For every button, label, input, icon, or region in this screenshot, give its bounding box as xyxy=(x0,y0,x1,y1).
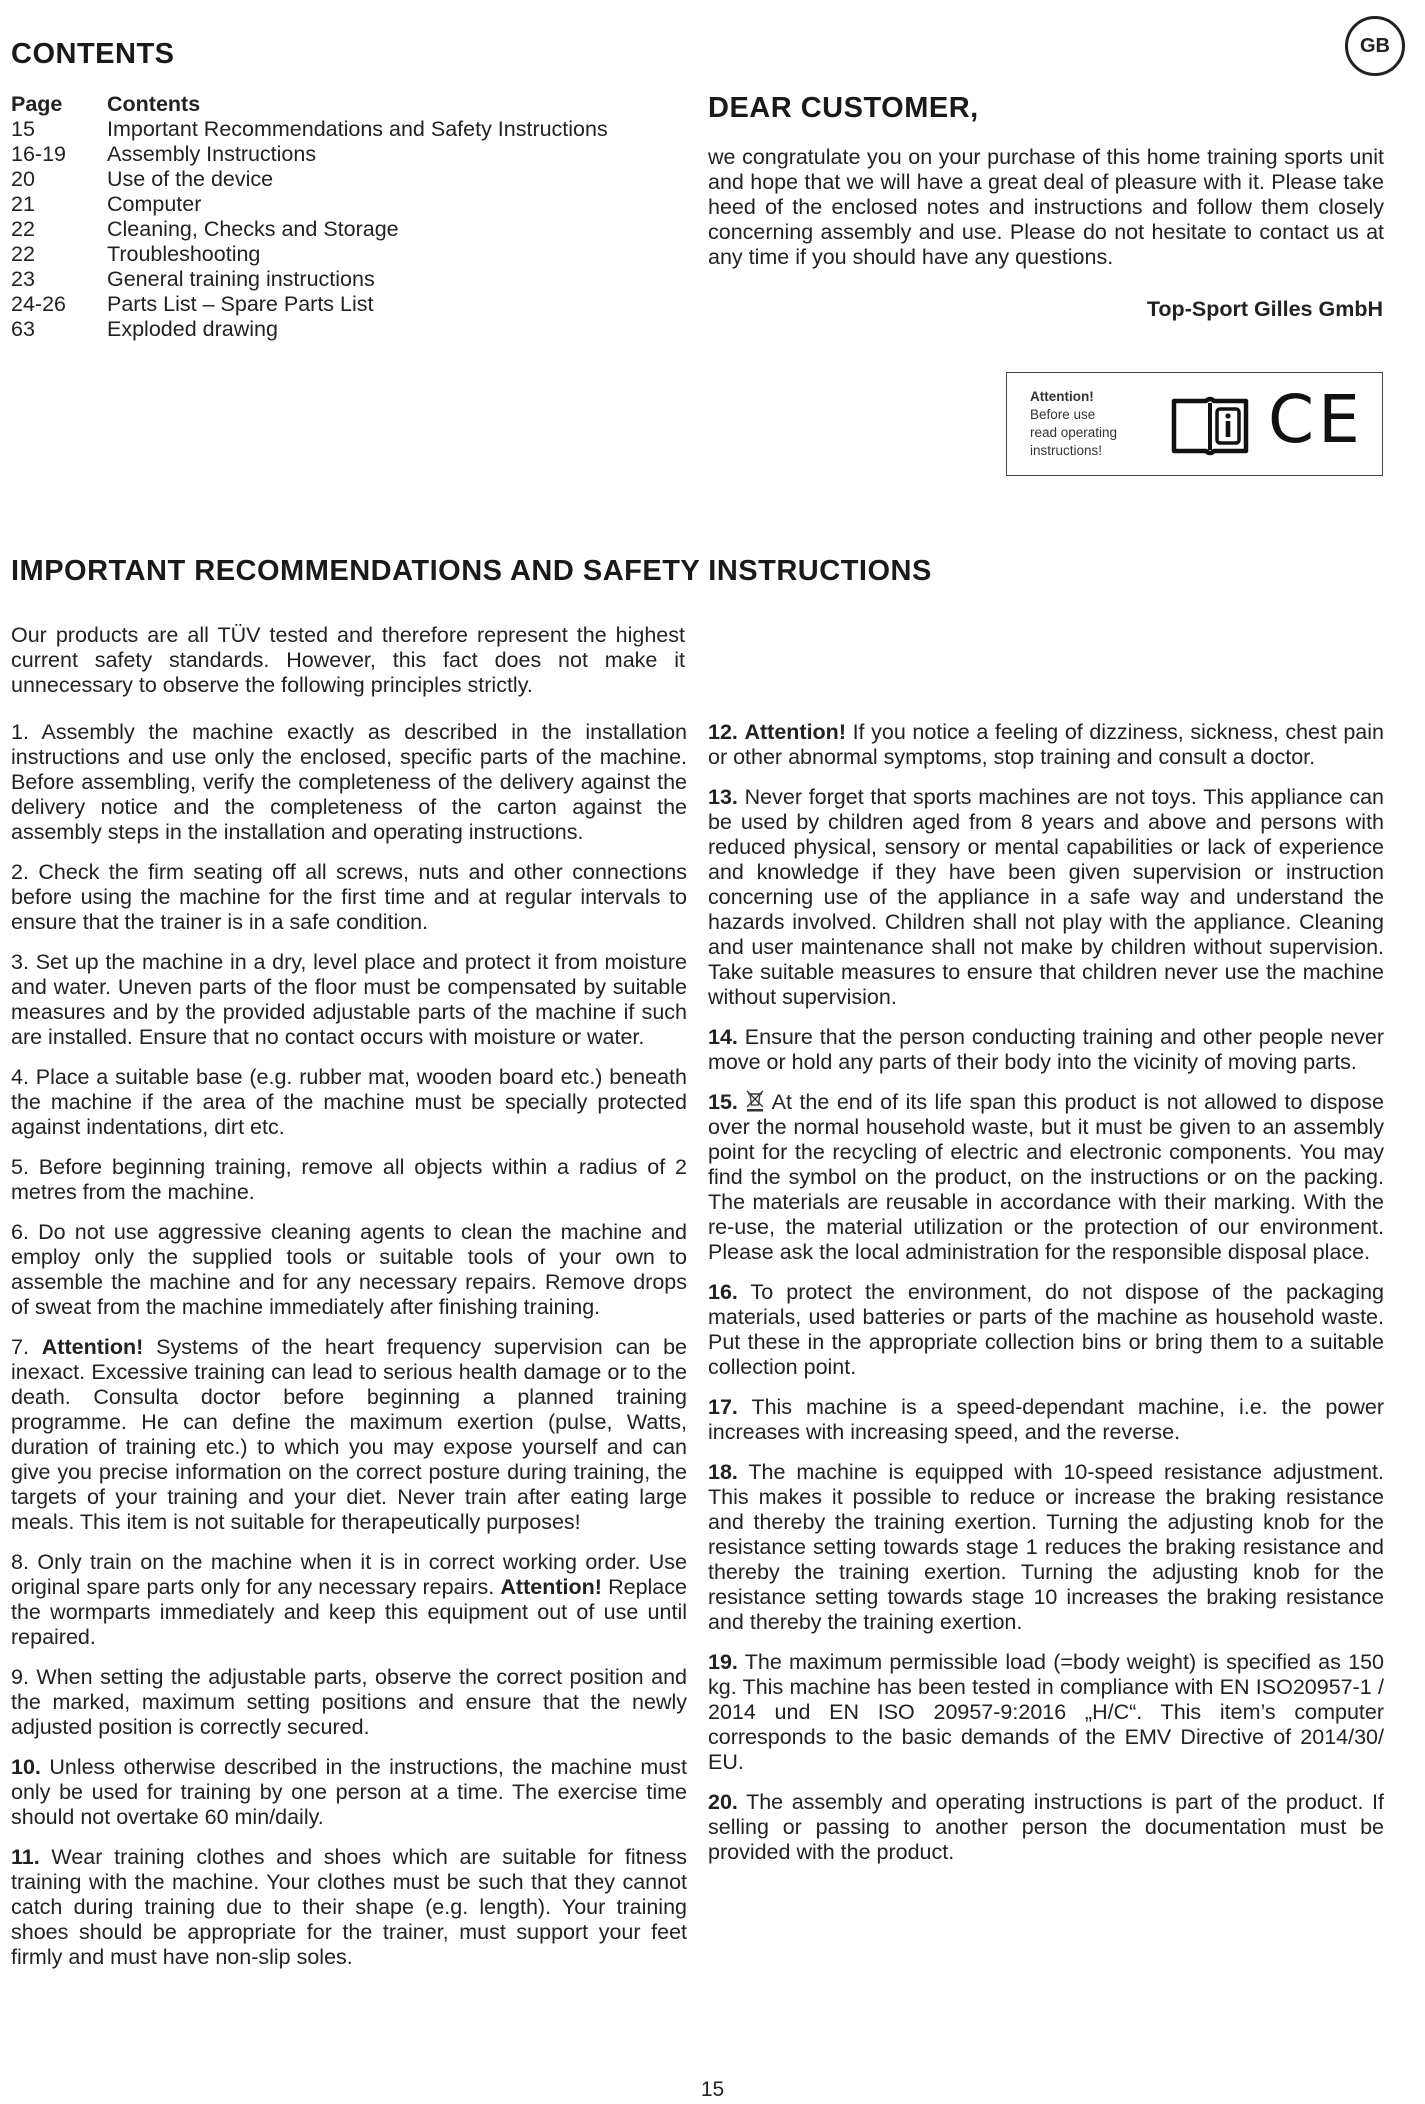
safety-item-1 xyxy=(11,720,687,845)
item-number: 14. xyxy=(708,1025,738,1049)
contents-text: Assembly Instructions xyxy=(107,142,317,166)
safety-item-16 xyxy=(708,1280,1384,1380)
contents-row xyxy=(11,292,608,317)
item-number: 13. xyxy=(708,785,738,809)
dear-customer-title: DEAR CUSTOMER, xyxy=(708,92,979,124)
item-number: 4. xyxy=(11,1065,29,1089)
item-text: Wear training clothes and shoes which are suitable for fitness training with the machine. Your clothes must be such that they cannot catch during training due to their shape (e.g. length). Your training shoes should be appropriate for the trainer, must support your feet firmly and must have non-slip soles. xyxy=(11,1845,687,1969)
attention-text xyxy=(1030,388,1117,460)
attention-label: Attention! xyxy=(500,1575,602,1599)
attention-label: Attention! xyxy=(41,1335,144,1359)
page-number: 15 xyxy=(700,2078,725,2101)
item-text: Check the firm seating off all screws, nuts and other connections before using the machine for the first time and at regular intervals to ensure that the trainer is in a safe condition. xyxy=(11,860,687,934)
item-text: Set up the machine in a dry, level place and protect it from moisture and water. Uneven parts of the floor must be compensated by suitable measures and by the provided adjustable parts of the machine if such are installed. Ensure that no contact occurs with moisture or water. xyxy=(11,950,687,1049)
safety-item-9 xyxy=(11,1665,687,1740)
item-text: If you notice a feeling of dizziness, sickness, chest pain or other abnormal symptoms, stop training and consult a doctor. xyxy=(708,720,1384,769)
attention-line-2: Before use xyxy=(1030,407,1096,422)
ce-mark: CE xyxy=(1268,381,1364,458)
item-text: At the end of its life span this product is not allowed to dispose over the normal household waste, but it must be given to an assembly point for the recycling of electric and electronic components. You may find the symbol on the product, on the instructions or on the packing. The materials are reusable in accordance with their marking. With the re-use, the material utilization or the protection of our environment. Please ask the local administration for the responsible disposal place. xyxy=(708,1090,1384,1264)
item-text: Assembly the machine exactly as described in the installation instructions and use only the enclosed, specific parts of the machine. Before assembling, verify the completeness of the delivery against the delivery notice and the completeness of the carton against the assembly steps in the installation and operating instructions. xyxy=(11,720,687,844)
contents-header-contents: Contents xyxy=(107,92,201,116)
safety-intro: Our products are all TÜV tested and therefore represent the highest current safety standards. However, this fact does not make it unnecessary to observe the following principles strictly. xyxy=(11,623,685,697)
contents-page: 63 xyxy=(11,317,35,341)
item-number: 18. xyxy=(708,1460,738,1484)
contents-page: 16-19 xyxy=(11,142,66,166)
safety-item-3 xyxy=(11,950,687,1050)
safety-item-4 xyxy=(11,1065,687,1140)
item-text: Never forget that sports machines are not toys. This appliance can be used by children aged from 8 years and above and persons with reduced physical, sensory or mental capabilities or lack of experience and knowledge if they have been given supervision or instruction concerning use of the appliance in a safe way and understand the hazards involved. Children shall not play with the appliance. Cleaning and user maintenance shall not make by children without supervision. Take suitable measures to ensure that children never use the machine without supervision. xyxy=(708,785,1384,1009)
contents-text: Troubleshooting xyxy=(107,242,261,266)
item-text: Place a suitable base (e.g. rubber mat, wooden board etc.) beneath the machine if the area of the machine must be specially protected against indentations, dirt etc. xyxy=(11,1065,687,1139)
item-text: When setting the adjustable parts, observe the correct position and the marked, maximum setting positions and ensure that the newly adjusted position is correctly secured. xyxy=(11,1665,687,1739)
item-text: The maximum permissible load (=body weight) is specified as 150 kg. This machine has been tested in compliance with EN ISO20957-1 / 2014 und EN ISO 20957-9:2016 „H/C“. This item’s computer corresponds to the basic demands of the EMV Directive of 2014/30/ EU. xyxy=(708,1650,1384,1774)
contents-page: 22 xyxy=(11,242,35,266)
item-text: Before beginning training, remove all objects within a radius of 2 metres from the machine. xyxy=(11,1155,687,1204)
item-number: 9. xyxy=(11,1665,29,1689)
contents-row xyxy=(11,242,608,267)
contents-page: 15 xyxy=(11,117,35,141)
item-text: Systems of the heart frequency supervision can be inexact. Excessive training can lead to serious health damage or to the death. Consulta doctor before beginning a planned training programme. He can define the maximum exertion (pulse, Watts, duration of training etc.) to which you may expose yourself and can give you precise information on the correct posture during training, the targets of your training and your diet. Never train after eating large meals. This item is not suitable for therapeutically purposes! xyxy=(11,1335,687,1534)
item-text: This machine is a speed-dependant machine, i.e. the power increases with increasing speed, and the reverse. xyxy=(708,1395,1384,1444)
safety-item-15 xyxy=(708,1090,1384,1265)
safety-item-8 xyxy=(11,1550,687,1650)
contents-page: 24-26 xyxy=(11,292,66,316)
attention-line-1: Attention! xyxy=(1030,389,1094,404)
item-text: The assembly and operating instructions is part of the product. If selling or passing to another person the documentation must be provided with the product. xyxy=(708,1790,1384,1864)
contents-header-page: Page xyxy=(11,92,63,116)
contents-text: Parts List – Spare Parts List xyxy=(107,292,374,316)
safety-item-6 xyxy=(11,1220,687,1320)
safety-item-17 xyxy=(708,1395,1384,1445)
item-number: 6. xyxy=(11,1220,29,1244)
contents-table xyxy=(11,92,608,342)
contents-title: CONTENTS xyxy=(11,38,175,70)
attention-line-4: instructions! xyxy=(1030,443,1103,458)
contents-page: 23 xyxy=(11,267,35,291)
item-number: 7. xyxy=(11,1335,29,1359)
info-book-icon xyxy=(1170,395,1250,462)
safety-item-2 xyxy=(11,860,687,935)
contents-page: 22 xyxy=(11,217,35,241)
item-number: 8. xyxy=(11,1550,29,1574)
item-text: Ensure that the person conducting training and other people never move or hold any parts of their body into the vicinity of moving parts. xyxy=(708,1025,1384,1074)
contents-page: 21 xyxy=(11,192,35,216)
contents-page: 20 xyxy=(11,167,35,191)
item-number: 19. xyxy=(708,1650,738,1674)
safety-item-12 xyxy=(708,720,1384,770)
safety-item-13 xyxy=(708,785,1384,1010)
company-signature: Top-Sport Gilles GmbH xyxy=(1146,297,1383,321)
contents-text: Exploded drawing xyxy=(107,317,278,341)
contents-row xyxy=(11,217,608,242)
contents-row xyxy=(11,142,608,167)
dear-customer-text: we congratulate you on your purchase of this home training sports unit and hope that we will have a great deal of pleasure with it. Please take heed of the enclosed notes and instructions and follow them closely concerning assembly and use. Please do not hesitate to contact us at any time if you should have any questions. xyxy=(708,145,1384,269)
safety-column-right xyxy=(708,720,1384,1880)
item-number: 15. xyxy=(708,1090,738,1114)
contents-row xyxy=(11,192,608,217)
contents-text: Cleaning, Checks and Storage xyxy=(107,217,399,241)
contents-text: General training instructions xyxy=(107,267,375,291)
item-number: 5. xyxy=(11,1155,29,1179)
safety-item-5 xyxy=(11,1155,687,1205)
item-text: Unless otherwise described in the instructions, the machine must only be used for training by one person at a time. The exercise time should not overtake 60 min/daily. xyxy=(11,1755,687,1829)
contents-header-row xyxy=(11,92,608,117)
item-text: Only train on the machine when it is in correct working order. Use original spare parts only for any necessary repairs. xyxy=(11,1550,687,1599)
item-number: 10. xyxy=(11,1755,41,1779)
item-text: Do not use aggressive cleaning agents to clean the machine and employ only the supplied tools or suitable tools of your own to assemble the machine and for any necessary repairs. Remove drops of sweat from the machine immediately after finishing training. xyxy=(11,1220,687,1319)
safety-item-14 xyxy=(708,1025,1384,1075)
crossed-bin-icon xyxy=(745,1090,765,1112)
item-number: 2. xyxy=(11,860,29,884)
item-text: To protect the environment, do not dispose of the packaging materials, used batteries or parts of the machine as household waste. Put these in the appropriate collection bins or bring them to a suitable collection point. xyxy=(708,1280,1384,1379)
contents-text: Use of the device xyxy=(107,167,274,191)
item-number: 17. xyxy=(708,1395,738,1419)
item-text: The machine is equipped with 10-speed resistance adjustment. This makes it possible to reduce or increase the braking resistance and thereby the training exertion. Turning the adjusting knob for the resistance setting towards stage 1 reduces the braking resistance and thereby the training exertion. Turning the adjusting knob for the resistance setting towards stage 10 increases the braking resistance and thereby the training exertion. xyxy=(708,1460,1384,1634)
safety-title: IMPORTANT RECOMMENDATIONS AND SAFETY INSTRUCTIONS xyxy=(11,555,932,587)
safety-item-20 xyxy=(708,1790,1384,1865)
safety-item-18 xyxy=(708,1460,1384,1635)
item-number: 16. xyxy=(708,1280,738,1304)
attention-line-3: read operating xyxy=(1030,425,1118,440)
item-text: Replace the wormparts immediately and keep this equipment out of use until repaired. xyxy=(11,1575,687,1649)
safety-column-left xyxy=(11,720,687,1985)
contents-row xyxy=(11,317,608,342)
item-number: 3. xyxy=(11,950,29,974)
safety-item-19 xyxy=(708,1650,1384,1775)
contents-row xyxy=(11,267,608,292)
attention-label: Attention! xyxy=(744,720,846,744)
language-badge: GB xyxy=(1345,16,1405,76)
safety-item-11 xyxy=(11,1845,687,1970)
item-number: 1. xyxy=(11,720,29,744)
contents-row xyxy=(11,117,608,142)
contents-row xyxy=(11,167,608,192)
safety-item-7 xyxy=(11,1335,687,1535)
contents-text: Important Recommendations and Safety Instructions xyxy=(107,117,608,141)
item-number: 20. xyxy=(708,1790,738,1814)
item-number: 11. xyxy=(11,1845,40,1869)
item-number: 12. xyxy=(708,720,738,744)
contents-text: Computer xyxy=(107,192,202,216)
safety-item-10 xyxy=(11,1755,687,1830)
